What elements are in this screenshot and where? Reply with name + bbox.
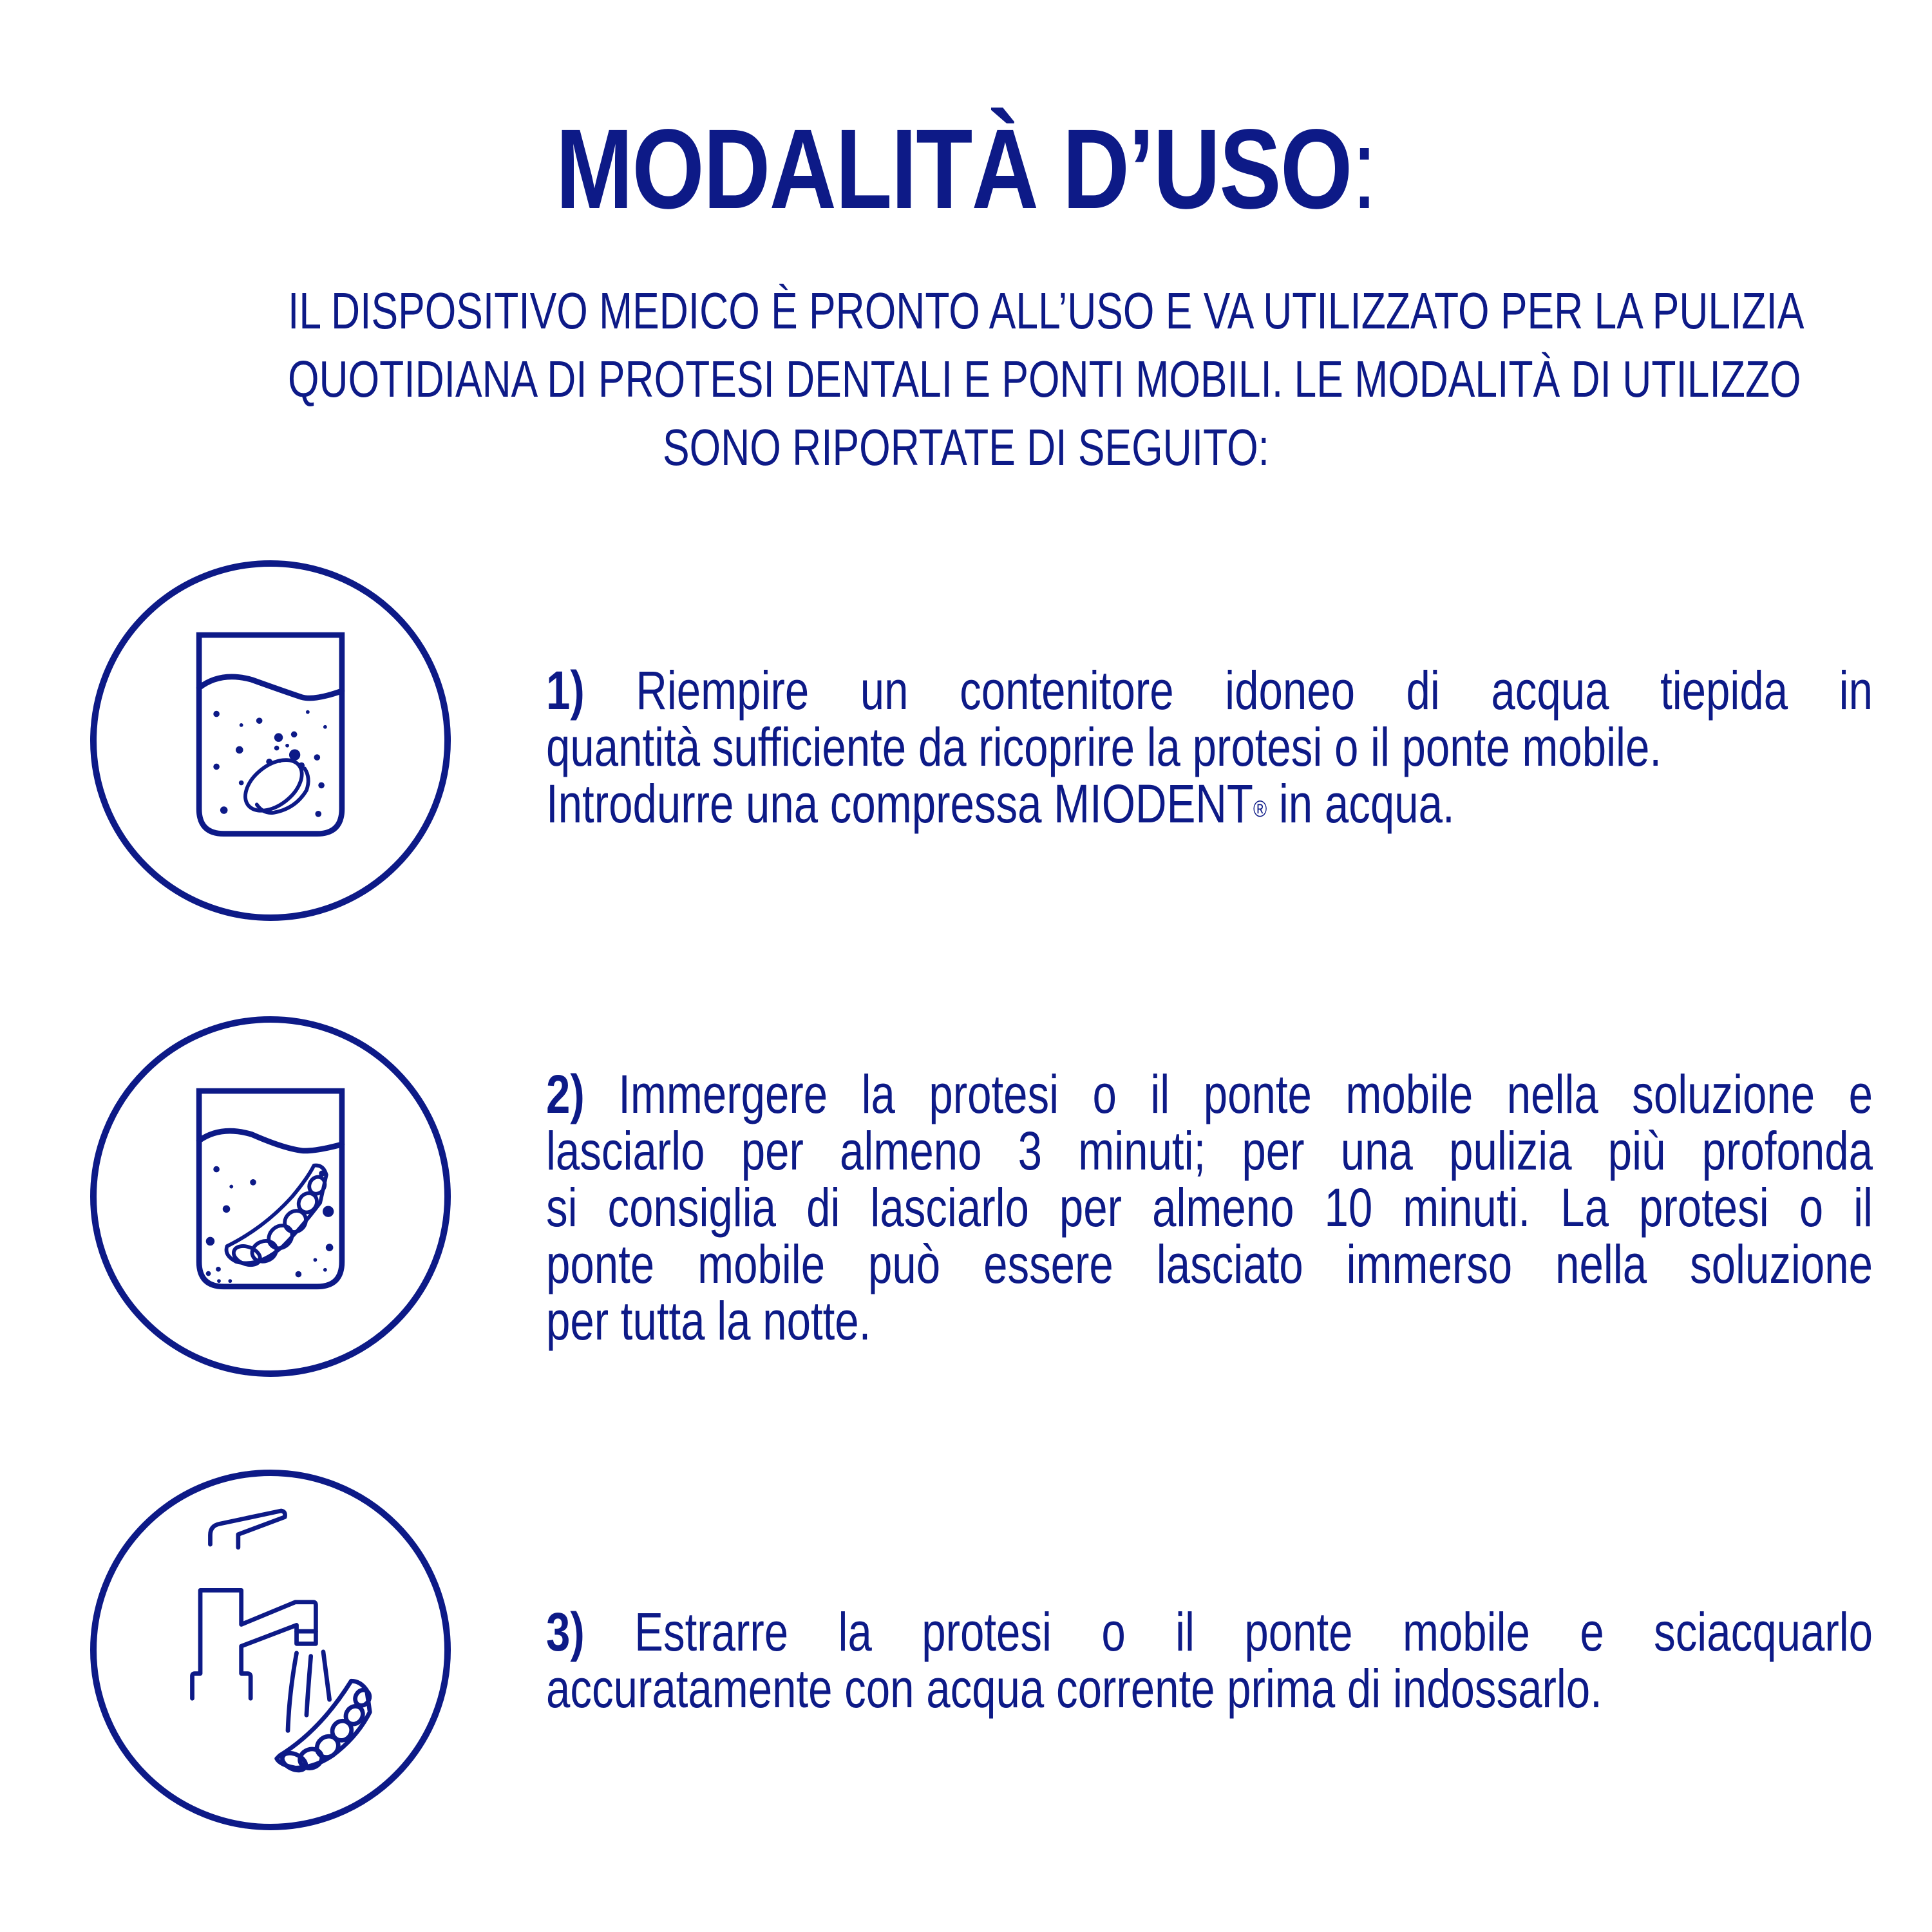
step-number: 2)	[546, 1064, 585, 1124]
page-title	[174, 106, 1758, 232]
glass-with-tablet-icon	[90, 560, 451, 921]
intro-paragraph	[97, 277, 1835, 482]
step-number: 1)	[546, 660, 585, 721]
step-text-line: 3) Estrarre la protesi o il ponte mobile e sciacquarlo	[546, 1602, 1873, 1662]
intro-line: QUOTIDIANA DI PROTESI DENTALI E PONTI MOBILI. LE MODALITÀ DI UTILIZZO	[288, 350, 1801, 408]
step-text-line: accuratamente con acqua corrente prima di indossarlo.	[546, 1658, 1602, 1719]
page-title-text: MODALITÀ D’USO	[555, 106, 1352, 232]
step-1-instructions	[546, 662, 1873, 832]
faucet-rinsing-denture-icon	[90, 1470, 451, 1830]
step-text-line: per tutta la notte.	[546, 1291, 871, 1351]
step-text-line: 1) Riempire un contenitore idoneo di acqua tiepida in	[546, 660, 1873, 721]
step-text-line: ponte mobile può essere lasciato immerso nella soluzione	[546, 1234, 1873, 1294]
step-3-instructions	[546, 1604, 1873, 1717]
intro-line: SONO RIPORTATE DI SEGUITO:	[663, 419, 1269, 476]
step-text-line: lasciarlo per almeno 3 minuti; per una pulizia più profonda	[546, 1121, 1873, 1181]
step-text-line: Introdurre una compressa MIODENT® in acqua.	[546, 773, 1455, 834]
glass-with-denture-icon	[90, 1016, 451, 1377]
trademark-symbol: ®	[1253, 795, 1267, 822]
step-number: 3)	[546, 1602, 585, 1662]
intro-line: IL DISPOSITIVO MEDICO È PRONTO ALL’USO E VA UTILIZZATO PER LA PULIZIA	[288, 282, 1804, 339]
step-text-line: si consiglia di lasciarlo per almeno 10 minuti. La protesi o il	[546, 1177, 1873, 1238]
step-text-line: 2) Immergere la protesi o il ponte mobile nella soluzione e	[546, 1064, 1873, 1124]
page-title-colon: :	[1351, 106, 1377, 232]
step-2-instructions	[546, 1066, 1873, 1349]
step-text-line: quantità sufficiente da ricoprire la protesi o il ponte mobile.	[546, 717, 1662, 777]
